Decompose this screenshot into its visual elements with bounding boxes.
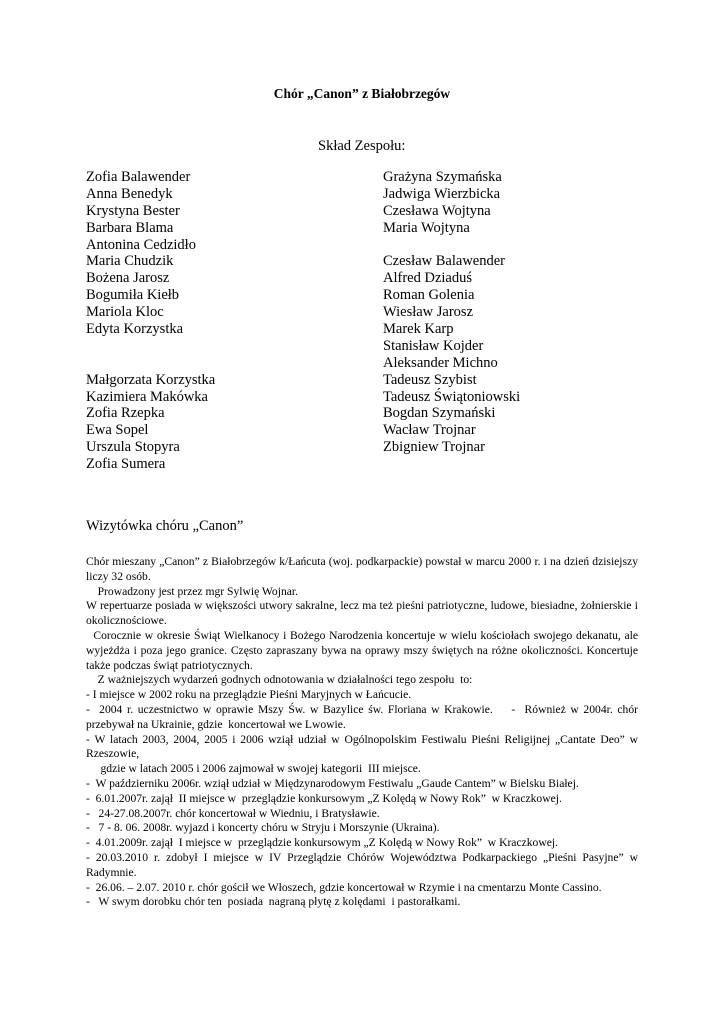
- member-name: Edyta Korzystka: [86, 321, 184, 338]
- bio-paragraph: Prowadzony jest przez mgr Sylwię Wojnar.: [86, 584, 299, 598]
- member-name: Krystyna Bester: [86, 202, 180, 219]
- bio-paragraph: Z ważniejszych wydarzeń godnych odnotowania w działalności tego zespołu to:: [86, 673, 473, 687]
- achievement-item: - 6.01.2007r. zajął II miejsce w przeglądzie konkursowym „Z Kolędą w Nowy Rok” w Kraczkowej.: [86, 791, 562, 805]
- members-heading: Skład Zespołu:: [318, 138, 406, 154]
- achievement-item: - 26.06. – 2.07. 2010 r. chór gościł we Włoszech, gdzie koncertował w Rzymie i na cmentarzu Monte Cassino.: [86, 880, 602, 894]
- member-name: Tadeusz Szybist: [383, 371, 477, 388]
- member-name: Maria Chudzik: [86, 253, 174, 270]
- member-name: Mariola Kloc: [86, 304, 164, 321]
- section-title: Wizytówka chóru „Canon”: [86, 518, 244, 534]
- achievement-item: gdzie w latach 2005 i 2006 zajmował w swojej kategorii III miejsce.: [86, 762, 421, 776]
- bio-paragraph: Corocznie w okresie Świąt Wielkanocy i Bożego Narodzenia koncertuje w wielu kościołach swojego dekanatu, ale wyjeżdża i poza jego granice. Często zapraszany bywa na oprawy mszy świętych na różne okoliczności. Koncertuje także podczas świąt patriotycznych.: [86, 628, 641, 672]
- member-name: Zofia Rzepka: [86, 405, 165, 422]
- member-name: Zofia Sumera: [86, 456, 166, 473]
- achievement-item: - I miejsce w 2002 roku na przeglądzie Pieśni Maryjnych w Łańcucie.: [86, 688, 412, 702]
- achievement-item: - 7 - 8. 06. 2008r. wyjazd i koncerty chóru w Stryju i Morszynie (Ukraina).: [86, 821, 440, 835]
- member-name: Marek Karp: [383, 321, 454, 338]
- member-name: Ewa Sopel: [86, 422, 149, 439]
- member-name: Antonina Cedzidło: [86, 236, 196, 253]
- member-name: Zbigniew Trojnar: [383, 439, 485, 456]
- member-name: Maria Wojtyna: [383, 219, 470, 236]
- member-name: Grażyna Szymańska: [383, 169, 502, 185]
- member-name: Wacław Trojnar: [383, 422, 476, 439]
- achievement-item: - 24-27.08.2007r. chór koncertował w Wiedniu, i Bratysławie.: [86, 806, 380, 820]
- member-name: Bożena Jarosz: [86, 270, 170, 287]
- member-name: Urszula Stopyra: [86, 439, 180, 456]
- choir-description: [86, 555, 641, 910]
- bio-paragraph: W repertuarze posiada w większości utwory sakralne, lecz ma też pieśni patriotyczne, ludowe, biesiadne, żołnierskie i okolicznościowe.: [86, 599, 638, 628]
- member-name: Małgorzata Korzystka: [86, 371, 216, 388]
- achievement-item: - W październiku 2006r. wziął udział w Międzynarodowym Festiwalu „Gaude Cantem” w Bielsku Białej.: [86, 776, 579, 790]
- member-name: Kazimiera Makówka: [86, 388, 208, 405]
- member-name: Alfred Dziaduś: [383, 270, 472, 287]
- document-title: Chór „Canon” z Białobrzegów: [273, 86, 451, 101]
- member-name: Jadwiga Wierzbicka: [383, 185, 501, 202]
- achievement-item: - 2004 r. uczestnictwo w oprawie Mszy Św. w Bazylice św. Floriana w Krakowie. - Również w 2004r. chór przebywał na Ukrainie, gdzie koncertował we Lwowie.: [86, 702, 641, 731]
- member-name: Bogdan Szymański: [383, 405, 496, 422]
- member-spacer: [383, 237, 520, 254]
- members-list-right: [383, 169, 520, 456]
- bio-paragraph: Chór mieszany „Canon” z Białobrzegów k/Łańcuta (woj. podkarpackie) powstał w marcu 2000 r. i na dzień dzisiejszy liczy 32 osób.: [86, 555, 638, 583]
- member-name: Tadeusz Świątoniowski: [383, 388, 521, 405]
- member-name: Aleksander Michno: [383, 354, 498, 371]
- member-name: Anna Benedyk: [86, 185, 173, 202]
- achievement-item: - 20.03.2010 r. zdobył I miejsce w IV Przeglądzie Chórów Województwa Podkarpackiego „Pieśni Pasyjne” w Radymnie.: [86, 850, 638, 879]
- members-list-left: [86, 169, 215, 473]
- member-name: Czesław Balawender: [383, 253, 505, 270]
- achievement-item: - W swym dorobku chór ten posiada nagraną płytę z kolędami i pastorałkami.: [86, 895, 461, 909]
- member-name: Barbara Blama: [86, 219, 174, 236]
- member-name: Roman Golenia: [383, 287, 475, 304]
- member-name: Bogumiła Kiełb: [86, 287, 180, 304]
- member-spacer: [86, 355, 215, 372]
- member-name: Czesława Wojtyna: [383, 202, 491, 219]
- member-spacer: [86, 338, 215, 355]
- achievement-item: - 4.01.2009r. zajął I miejsce w przeglądzie konkursowym „Z Kolędą w Nowy Rok” w Kraczkowej.: [86, 836, 558, 850]
- member-name: Zofia Balawender: [86, 169, 191, 185]
- member-name: Wiesław Jarosz: [383, 304, 474, 321]
- achievement-item: - W latach 2003, 2004, 2005 i 2006 wziął udział w Ogólnopolskim Festiwalu Pieśni Religijnej „Cantate Deo” w Rzeszowie,: [86, 732, 638, 761]
- member-name: Stanisław Kojder: [383, 337, 484, 354]
